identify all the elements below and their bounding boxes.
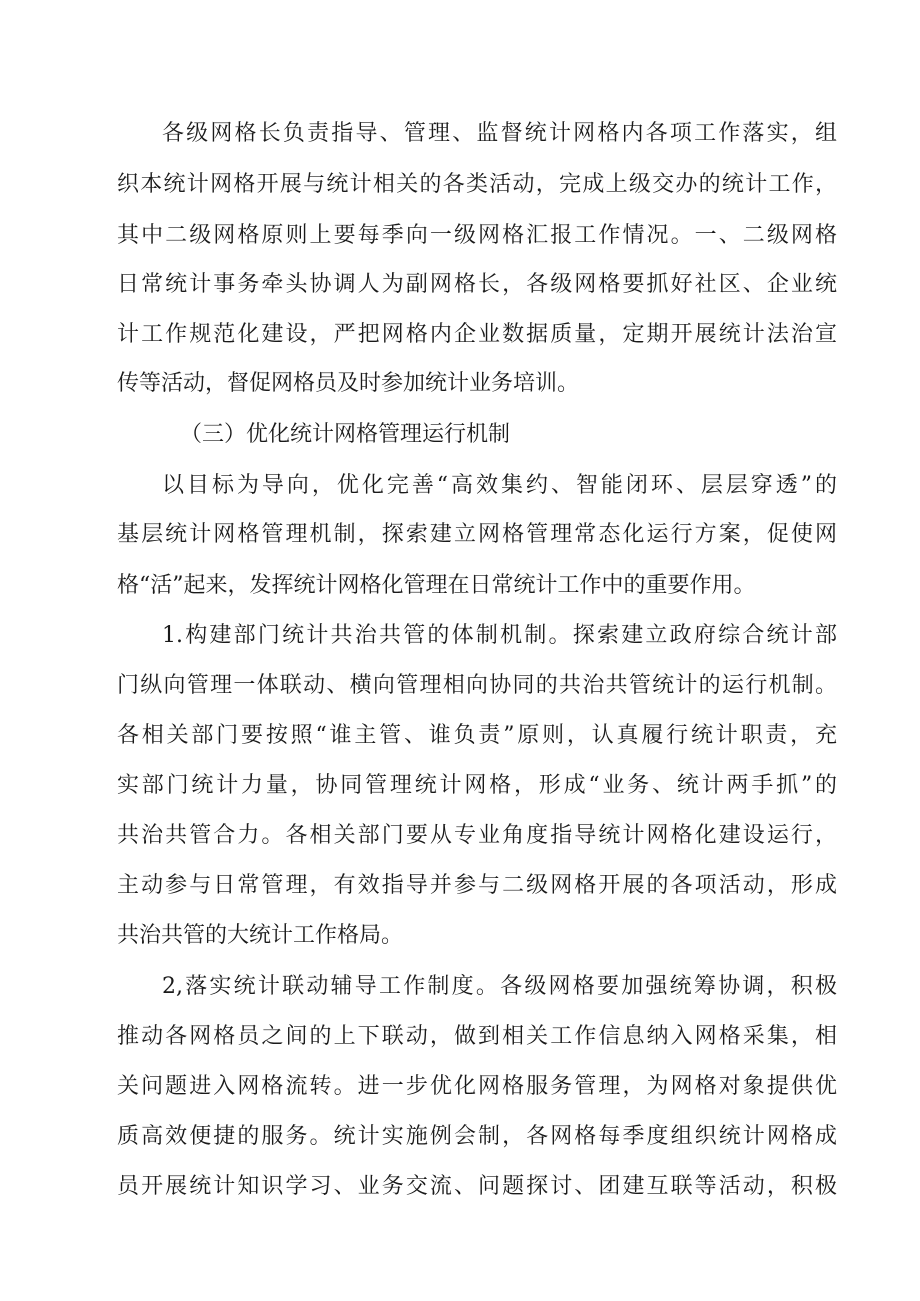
paragraph-1-line-3: 其中二级网格原则上要每季向一级网格汇报工作情况。一、二级网格 (117, 223, 837, 248)
paragraph-1-line-4: 日常统计事务牵头协调人为副网格长，各级网格要抓好社区、企业统 (117, 272, 837, 297)
section-heading: （三）优化统计网格管理运行机制 (180, 422, 511, 447)
paragraph-4-line-1: 2,落实统计联动辅导工作制度。各级网格要加强统筹协调，积极 (162, 974, 837, 999)
paragraph-3-line-5: 共治共管合力。各相关部门要从专业角度指导统计网格化建设运行， (117, 823, 837, 848)
paragraph-1-line-1: 各级网格长负责指导、管理、监督统计网格内各项工作落实，组 (162, 121, 837, 146)
paragraph-4-line-4: 质高效便捷的服务。统计实施例会制，各网格每季度组织统计网格成 (117, 1124, 837, 1149)
paragraph-3-line-6: 主动参与日常管理，有效指导并参与二级网格开展的各项活动，形成 (117, 873, 837, 898)
paragraph-4-line-2: 推动各网格员之间的上下联动，做到相关工作信息纳入网格采集，相 (117, 1024, 837, 1049)
paragraph-2-line-2: 基层统计网格管理机制，探索建立网格管理常态化运行方案，促使网 (117, 522, 837, 547)
paragraph-3-line-4: 实部门统计力量，协同管理统计网格，形成“业务、统计两手抓”的 (117, 773, 837, 798)
paragraph-1-line-6: 传等活动，督促网格员及时参加统计业务培训。 (117, 371, 580, 396)
paragraph-4-line-3: 关问题进入网格流转。进一步优化网格服务管理，为网格对象提供优 (117, 1074, 837, 1099)
paragraph-1-line-2: 织本统计网格开展与统计相关的各类活动，完成上级交办的统计工作， (117, 172, 837, 197)
paragraph-1-line-5: 计工作规范化建设，严把网格内企业数据质量，定期开展统计法治宣 (117, 322, 837, 347)
paragraph-3-line-1: 1.构建部门统计共治共管的体制机制。探索建立政府综合统计部 (162, 623, 837, 648)
paragraph-4-line-5: 员开展统计知识学习、业务交流、问题探讨、团建互联等活动，积极 (117, 1174, 837, 1199)
paragraph-2-line-1: 以目标为导向，优化完善“高效集约、智能闭环、层层穿透”的 (162, 473, 837, 498)
paragraph-3-line-2: 门纵向管理一体联动、横向管理相向协同的共治共管统计的运行机制。 (117, 673, 837, 698)
paragraph-2-line-3: 格“活”起来，发挥统计网格化管理在日常统计工作中的重要作用。 (117, 573, 756, 598)
paragraph-3-line-3: 各相关部门要按照“谁主管、谁负责”原则，认真履行统计职责，充 (117, 723, 837, 748)
paragraph-3-line-7: 共治共管的大统计工作格局。 (117, 923, 404, 948)
